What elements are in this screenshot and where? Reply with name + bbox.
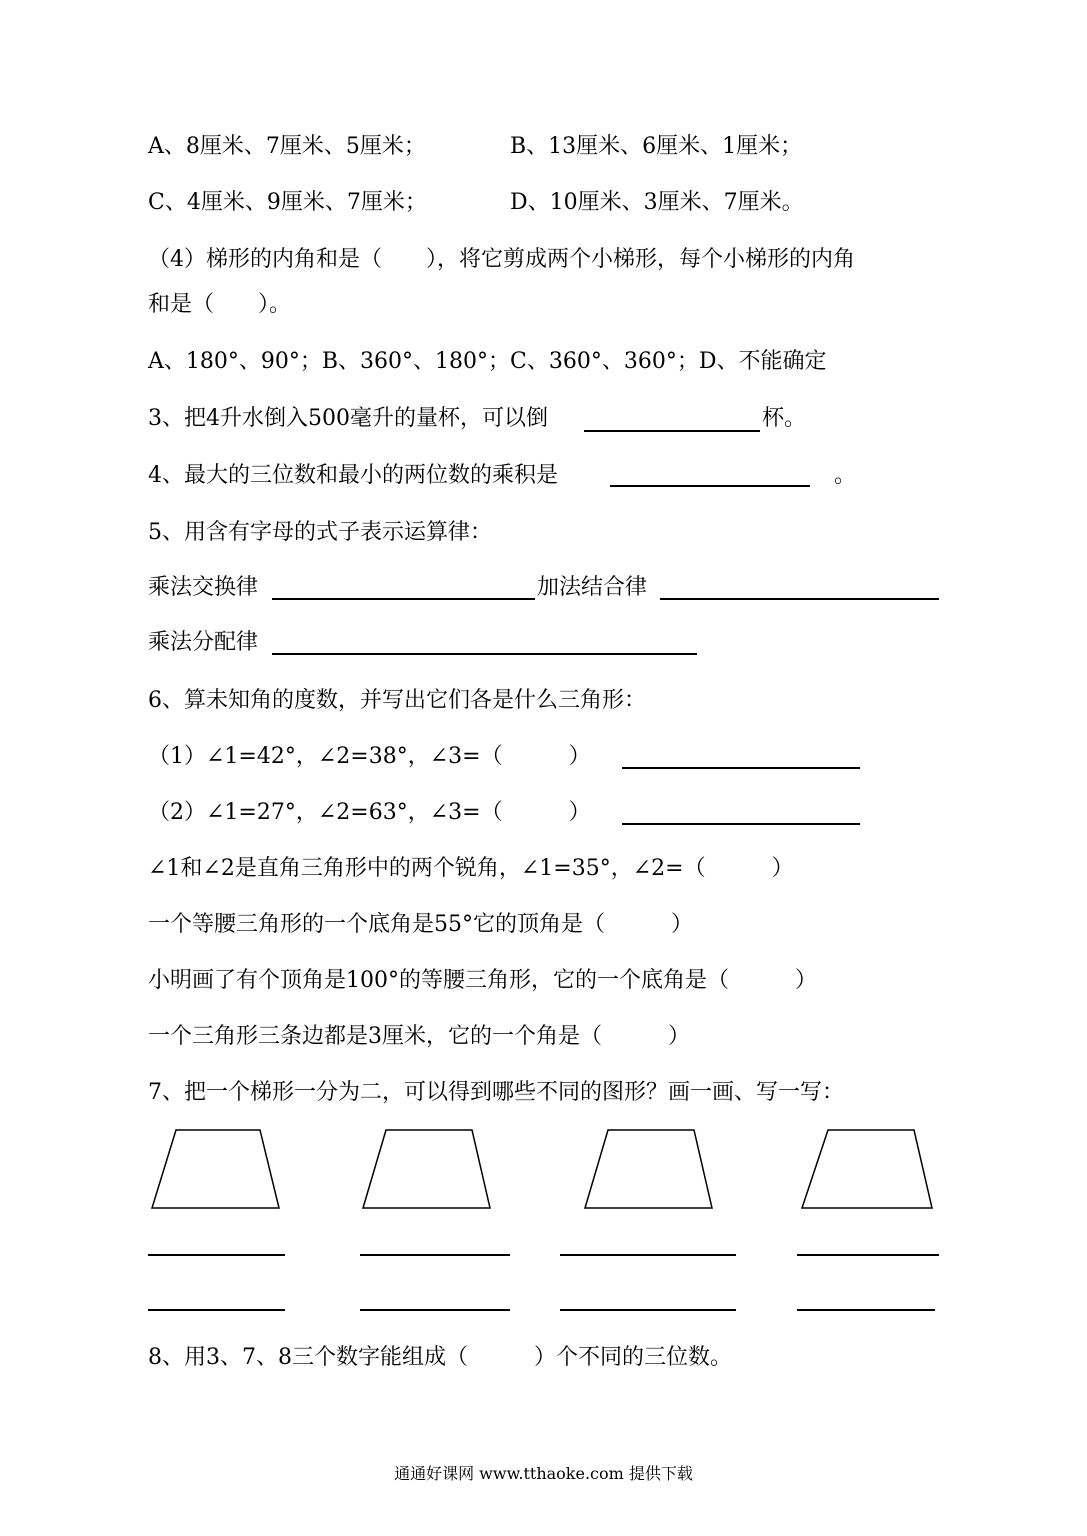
q6-item1-triangle-blank[interactable] <box>622 767 860 769</box>
q4-answer-blank[interactable] <box>610 485 810 487</box>
footer-download-note: 通通好课网 www.tthaoke.com 提供下载 <box>394 1464 693 1483</box>
q5-add-associative-label: 加法结合律 <box>537 575 648 600</box>
q5-title: 5、用含有字母的式子表示运算律： <box>148 520 492 545</box>
q2-3-option-d: D、10厘米、3厘米、7厘米。 <box>510 190 804 215</box>
q3-text: 3、把4升水倒入500毫升的量杯，可以倒 <box>148 406 548 431</box>
q4-text: 4、最大的三位数和最小的两位数的乘积是 <box>148 463 558 488</box>
trapezoid-figure-3 <box>582 1125 718 1213</box>
q2-4-options: A、180°、90°；B、360°、180°；C、360°、360°；D、不能确定 <box>148 349 827 374</box>
q7-answer-blank-3a[interactable] <box>560 1254 736 1256</box>
q5-mult-distributive-blank[interactable] <box>272 653 697 655</box>
q5-mult-distributive-label: 乘法分配律 <box>148 630 259 655</box>
q3-suffix: 杯。 <box>762 406 807 431</box>
q2-4-line1: （4）梯形的内角和是（ ），将它剪成两个小梯形，每个小梯形的内角 <box>148 247 855 272</box>
q7-answer-blank-1a[interactable] <box>148 1254 285 1256</box>
q7-answer-blank-1b[interactable] <box>148 1309 285 1311</box>
q3-answer-blank[interactable] <box>584 430 760 432</box>
q2-4-line2: 和是（ ）。 <box>148 292 292 317</box>
q5-add-associative-blank[interactable] <box>660 598 939 600</box>
trapezoid-figure-2 <box>360 1125 496 1213</box>
q6-item4: 一个等腰三角形的一个底角是55°它的顶角是（ ） <box>148 912 693 937</box>
q7-answer-blank-4a[interactable] <box>797 1254 939 1256</box>
trapezoid-figure-1 <box>148 1125 284 1213</box>
q6-item5: 小明画了有个顶角是100°的等腰三角形，它的一个底角是（ ） <box>148 968 817 993</box>
q8-text: 8、用3、7、8三个数字能组成（ ）个不同的三位数。 <box>148 1345 732 1370</box>
q5-mult-commutative-blank[interactable] <box>272 598 535 600</box>
q2-3-option-c: C、4厘米、9厘米、7厘米； <box>148 190 427 215</box>
q6-title: 6、算未知角的度数，并写出它们各是什么三角形： <box>148 688 646 713</box>
q6-item3: ∠1和∠2是直角三角形中的两个锐角，∠1=35°，∠2=（ ） <box>148 856 794 881</box>
q7-answer-blank-2b[interactable] <box>360 1309 510 1311</box>
q6-item2-triangle-blank[interactable] <box>622 823 860 825</box>
q7-answer-blank-4b[interactable] <box>797 1309 935 1311</box>
q6-item6: 一个三角形三条边都是3厘米，它的一个角是（ ） <box>148 1024 690 1049</box>
q7-title: 7、把一个梯形一分为二，可以得到哪些不同的图形？画一画、写一写： <box>148 1080 844 1105</box>
q6-item1: （1）∠1=42°，∠2=38°，∠3=（ ） <box>148 744 591 769</box>
q2-3-option-b: B、13厘米、6厘米、1厘米； <box>510 134 803 159</box>
q6-item2: （2）∠1=27°，∠2=63°，∠3=（ ） <box>148 800 591 825</box>
q2-3-option-a: A、8厘米、7厘米、5厘米； <box>148 134 426 159</box>
q7-answer-blank-2a[interactable] <box>360 1254 510 1256</box>
q4-suffix: 。 <box>834 463 857 488</box>
q5-mult-commutative-label: 乘法交换律 <box>148 575 259 600</box>
q7-answer-blank-3b[interactable] <box>560 1309 736 1311</box>
trapezoid-figure-4 <box>800 1125 936 1213</box>
